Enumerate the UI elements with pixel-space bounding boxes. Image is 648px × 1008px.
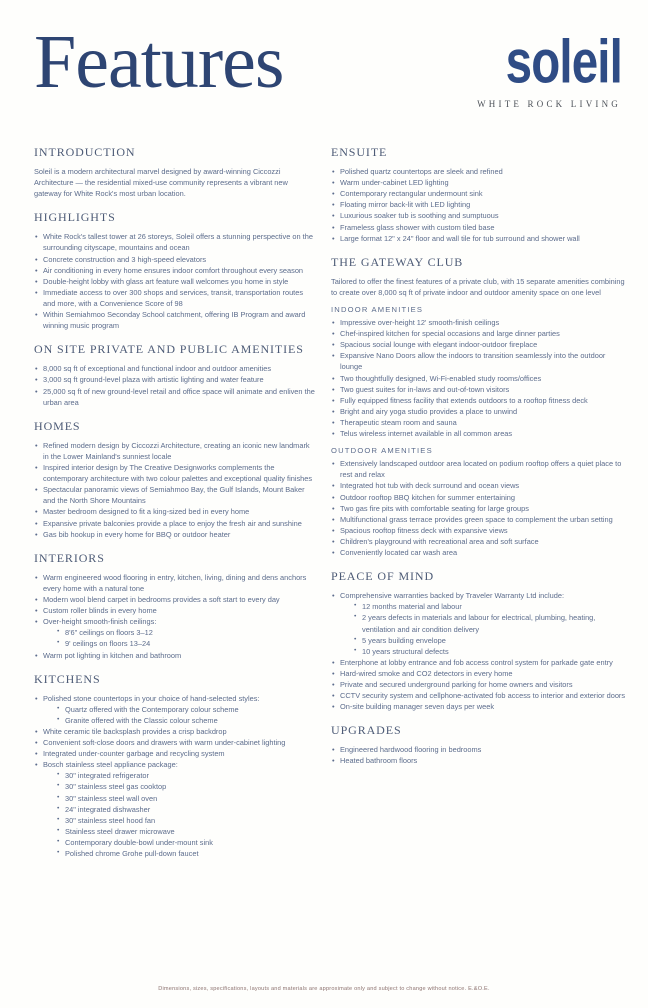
list-item-text: Integrated under-counter garbage and recycling system <box>43 749 225 759</box>
list-item-text: Two thoughtfully designed, Wi-Fi-enabled study rooms/offices <box>340 373 542 383</box>
list-item <box>34 737 315 748</box>
list-item <box>34 440 315 462</box>
section-heading: PEACE OF MIND <box>331 569 435 584</box>
list-item-text: Children's playground with recreational area and soft surface <box>340 536 539 546</box>
list-item <box>331 210 626 221</box>
list-item <box>331 480 626 491</box>
sub-list-item-text: Stainless steel drawer microwave <box>65 826 175 836</box>
section-heading: THE GATEWAY CLUB <box>331 254 464 269</box>
list-item-text: Master bedroom designed to fit a king-sized bed in every home <box>43 507 250 517</box>
brand-tagline: WHITE ROCK LIVING <box>477 98 621 109</box>
section-kitchens <box>34 672 315 860</box>
list-item <box>331 536 626 547</box>
sub-list-item-text: Contemporary double-bowl under-mount sink <box>65 838 213 848</box>
section-paragraph: Soleil is a modern architectural marvel designed by award-winning Ciccozzi Architecture — the residential mixed-use community represents a vibrant new gateway for White Rock's most urban location. <box>34 167 288 199</box>
list-item-text: Refined modern design by Ciccozzi Architecture, creating an iconic new landmark in the Lower Mainland's sunniest locale <box>43 440 310 461</box>
list-item-text: Hard-wired smoke and CO2 detectors in every home <box>340 668 513 678</box>
sub-list-item <box>56 638 315 649</box>
list-item <box>331 339 626 350</box>
sub-list-item <box>56 770 315 781</box>
sub-list-item-text: Quartz offered with the Contemporary colour scheme <box>65 704 239 714</box>
list-item-text: Engineered hardwood flooring in bedrooms <box>340 745 482 755</box>
sub-list-item-text: 12 months material and labour <box>362 602 462 612</box>
sub-list-item-text: Polished chrome Grohe pull-down faucet <box>65 849 199 859</box>
list-item-text: Contemporary rectangular undermount sink <box>340 189 483 199</box>
section-heading: UPGRADES <box>331 723 402 738</box>
list-item-text: Conveniently located car wash area <box>340 548 458 558</box>
bullet-list <box>34 572 315 661</box>
list-item <box>34 363 315 374</box>
page-title: Features <box>34 20 284 104</box>
list-item <box>331 701 626 712</box>
section-ensuite <box>331 145 626 244</box>
list-item <box>331 514 626 525</box>
list-item <box>34 748 315 759</box>
list-item <box>34 484 315 506</box>
list-item-text: Enterphone at lobby entrance and fob access control system for parkade gate entry <box>340 657 613 667</box>
sub-list-item-text: 30" integrated refrigerator <box>65 771 149 781</box>
sub-list-item <box>56 826 315 837</box>
sub-list-item <box>353 601 626 612</box>
sub-list-item-text: 24" integrated dishwasher <box>65 804 151 814</box>
list-item <box>34 265 315 276</box>
sub-list-item-text: 5 years building envelope <box>362 635 446 645</box>
sub-list-item <box>56 781 315 792</box>
list-item <box>34 462 315 484</box>
section-heading: INTRODUCTION <box>34 145 136 159</box>
list-item-text: White Rock's tallest tower at 26 storeys, Soleil offers a stunning perspective on the surrounding cityscape, mountains and ocean <box>43 232 313 253</box>
sub-list-item-text: Granite offered with the Classic colour scheme <box>65 715 218 725</box>
list-item <box>331 177 626 188</box>
sub-list-item <box>353 635 626 646</box>
list-item <box>331 668 626 679</box>
right-column <box>331 134 626 867</box>
sub-list-item <box>56 804 315 815</box>
section-highlights <box>34 210 315 331</box>
sub-list-item-text: 30" stainless steel wall oven <box>65 793 158 803</box>
bullet-list <box>34 693 315 860</box>
list-item-text: Polished stone countertops in your choice of hand-selected styles: <box>43 693 260 703</box>
list-item-text: CCTV security system and cellphone-activated fob access to interior and exterior doors <box>340 691 626 701</box>
list-item-text: 25,000 sq ft of new ground-level retail and office space will animate and enliven the urban area <box>43 386 315 407</box>
sub-bullet-list <box>56 627 315 649</box>
sub-list-item <box>56 815 315 826</box>
list-item-text: Double-height lobby with glass art feature wall welcomes you home in style <box>43 276 289 286</box>
list-item <box>331 755 626 766</box>
list-item <box>331 458 626 480</box>
bullet-list <box>34 363 315 407</box>
sub-bullet-list <box>353 601 626 657</box>
sub-list-item-text: 30" stainless steel hood fan <box>65 815 156 825</box>
list-item-text: Two guest suites for in-laws and out-of-town visitors <box>340 384 510 394</box>
list-item-text: Spectacular panoramic views of Semiahmoo Bay, the Gulf Islands, Mount Baker and the North Shore Mountains <box>43 485 305 506</box>
bullet-list <box>331 458 626 558</box>
list-item <box>331 547 626 558</box>
disclaimer-text: Dimensions, sizes, specifications, layouts and materials are approximate only and subject to change without notice. E.&O.E. <box>158 986 490 992</box>
section-heading: ON SITE PRIVATE AND PUBLIC AMENITIES <box>34 342 304 357</box>
list-item-text: 8,000 sq ft of exceptional and functional indoor and outdoor amenities <box>43 364 272 374</box>
list-item <box>331 417 626 428</box>
list-item <box>34 594 315 605</box>
list-item-text: Two gas fire pits with comfortable seating for large groups <box>340 503 529 513</box>
list-item-text: Convenient soft-close doors and drawers with warm under-cabinet lighting <box>43 738 286 748</box>
list-item <box>331 679 626 690</box>
bullet-list <box>34 231 315 331</box>
subsection-heading: INDOOR AMENITIES <box>331 304 424 314</box>
list-item <box>331 350 626 372</box>
list-item-text: Telus wireless internet available in all common areas <box>340 429 513 439</box>
list-item-text: Within Semiahmoo Seconday School catchment, offering IB Program and award winning music program <box>43 310 306 331</box>
list-item <box>34 605 315 616</box>
section-heading: HOMES <box>34 418 81 433</box>
list-item-text: Impressive over-height 12' smooth-finish ceilings <box>340 317 500 327</box>
sub-list-item-text: 2 years defects in materials and labour for electrical, plumbing, heating, ventilation and air condition delivery <box>362 613 596 634</box>
list-item-text: Integrated hot tub with deck surround and ocean views <box>340 481 520 491</box>
list-item <box>34 231 315 253</box>
section-paragraph: Tailored to offer the finest features of a private club, with 15 separate amenities combining to create over 8,000 sq ft of private indoor and outdoor amenity space on one level <box>331 276 625 297</box>
sub-list-item-text: 9' ceilings on floors 13–24 <box>65 639 151 649</box>
list-item <box>34 572 315 594</box>
sub-list-item <box>56 715 315 726</box>
sub-bullet-list <box>56 770 315 859</box>
section-introduction <box>34 145 315 199</box>
list-item-text: Polished quartz countertops are sleek and refined <box>340 167 503 176</box>
list-item-text: Inspired interior design by The Creative Designworks complements the contemporary architecture with two colour palettes and exceptional quality finishes <box>43 462 313 484</box>
list-item-text: Bosch stainless steel appliance package: <box>43 760 178 770</box>
list-item <box>331 233 626 244</box>
list-item <box>34 650 315 661</box>
list-item-text: Multifunctional grass terrace provides green space to complement the urban setting <box>340 514 613 524</box>
sub-list-item <box>56 848 315 859</box>
sub-list-item <box>56 837 315 848</box>
sub-list-item-text: 30" stainless steel gas cooktop <box>65 782 167 792</box>
bullet-list <box>331 590 626 712</box>
sub-list-item <box>56 627 315 638</box>
list-item-text: Immediate access to over 300 shops and services, transit, transportation routes and more, with a Convenience Score of 98 <box>43 287 304 308</box>
sub-list-item <box>353 612 626 634</box>
list-item-text: Private and secured underground parking for home owners and visitors <box>340 680 573 690</box>
sub-list-item-text: 8'6" ceilings on floors 3–12 <box>65 628 153 638</box>
list-item-text: Large format 12" x 24" floor and wall tile for tub surround and shower wall <box>340 233 580 243</box>
list-item <box>331 395 626 406</box>
list-item <box>331 317 626 328</box>
list-item <box>34 693 315 726</box>
section-the-gateway-club <box>331 255 626 558</box>
list-item <box>331 590 626 657</box>
sub-list-item <box>56 704 315 715</box>
list-item <box>34 276 315 287</box>
section-on-site-private-and-public-amenities <box>34 342 315 407</box>
section-interiors <box>34 551 315 661</box>
list-item-text: Spacious social lounge with elegant indoor-outdoor fireplace <box>340 340 538 350</box>
list-item <box>331 744 626 755</box>
list-item <box>331 428 626 439</box>
list-item <box>331 166 626 177</box>
list-item-text: 3,000 sq ft ground-level plaza with artistic lighting and water feature <box>43 375 264 385</box>
section-heading: INTERIORS <box>34 550 105 565</box>
list-item <box>331 199 626 210</box>
list-item-text: Bright and airy yoga studio provides a place to unwind <box>340 406 518 416</box>
page-header <box>0 0 648 128</box>
soleil-logo: soleil <box>505 27 622 97</box>
list-item-text: Over-height smooth-finish ceilings: <box>43 617 157 627</box>
bullet-list <box>331 166 626 244</box>
bullet-list <box>331 744 626 766</box>
list-item <box>331 492 626 503</box>
list-item-text: On-site building manager seven days per week <box>340 702 495 712</box>
list-item <box>331 384 626 395</box>
list-item-text: Outdoor rooftop BBQ kitchen for summer entertaining <box>340 492 515 502</box>
list-item <box>34 374 315 385</box>
sub-list-item <box>56 793 315 804</box>
list-item <box>34 309 315 331</box>
list-item <box>34 287 315 309</box>
section-heading: HIGHLIGHTS <box>34 210 116 225</box>
list-item <box>331 503 626 514</box>
list-item-text: Chef-inspired kitchen for special occasions and large dinner parties <box>340 329 560 339</box>
sub-bullet-list <box>56 704 315 726</box>
bullet-list <box>34 440 315 540</box>
list-item-text: Custom roller blinds in every home <box>43 606 157 616</box>
list-item <box>331 690 626 701</box>
list-item <box>34 726 315 737</box>
list-item-text: Spacious rooftop fitness deck with expansive views <box>340 525 508 535</box>
list-item-text: Luxurious soaker tub is soothing and sumptuous <box>340 211 499 221</box>
list-item <box>331 373 626 384</box>
list-item-text: Floating mirror back-lit with LED lighting <box>340 200 471 210</box>
list-item-text: Warm under-cabinet LED lighting <box>340 178 449 188</box>
brand-block <box>477 26 622 109</box>
list-item-text: White ceramic tile backsplash provides a crisp backdrop <box>43 726 227 736</box>
sub-list-item <box>353 646 626 657</box>
list-item-text: Expansive private balconies provide a place to enjoy the fresh air and sunshine <box>43 518 302 528</box>
list-item-text: Warm engineered wood flooring in entry, kitchen, living, dining and dens anchors every home with a natural tone <box>43 572 307 593</box>
list-item-text: Therapeutic steam room and sauna <box>340 417 457 427</box>
list-item <box>34 529 315 540</box>
list-item <box>34 386 315 408</box>
list-item-text: Gas bib hookup in every home for BBQ or outdoor heater <box>43 529 231 539</box>
list-item-text: Concrete construction and 3 high-speed elevators <box>43 254 207 264</box>
content-area <box>0 128 648 867</box>
list-item <box>331 657 626 668</box>
section-peace-of-mind <box>331 569 626 712</box>
sub-list-item-text: 10 years structural defects <box>362 646 449 656</box>
section-heading: KITCHENS <box>34 671 101 686</box>
bullet-list <box>331 317 626 439</box>
list-item <box>331 188 626 199</box>
section-upgrades <box>331 723 626 766</box>
left-column <box>34 134 315 867</box>
list-item-text: Comprehensive warranties backed by Traveler Warranty Ltd include: <box>340 591 565 601</box>
section-heading: ENSUITE <box>331 145 388 159</box>
list-item-text: Heated bathroom floors <box>340 756 418 766</box>
list-item <box>331 525 626 536</box>
list-item-text: Expansive Nano Doors allow the indoors to transition seamlessly into the outdoor lounge <box>340 351 606 372</box>
section-homes <box>34 419 315 540</box>
list-item <box>331 222 626 233</box>
list-item-text: Frameless glass shower with custom tiled base <box>340 222 495 232</box>
list-item <box>34 506 315 517</box>
list-item <box>331 406 626 417</box>
list-item <box>34 254 315 265</box>
list-item <box>34 518 315 529</box>
list-item <box>34 759 315 859</box>
list-item-text: Extensively landscaped outdoor area located on podium rooftop offers a quiet place to rest and relax <box>340 459 622 480</box>
list-item <box>331 328 626 339</box>
list-item-text: Modern wool blend carpet in bedrooms provides a soft start to every day <box>43 594 280 604</box>
list-item-text: Fully equipped fitness facility that extends outdoors to a rooftop fitness deck <box>340 395 588 405</box>
list-item-text: Warm pot lighting in kitchen and bathroom <box>43 650 182 660</box>
subsection-heading: OUTDOOR AMENITIES <box>331 446 433 456</box>
list-item <box>34 616 315 649</box>
list-item-text: Air conditioning in every home ensures indoor comfort throughout every season <box>43 265 304 275</box>
